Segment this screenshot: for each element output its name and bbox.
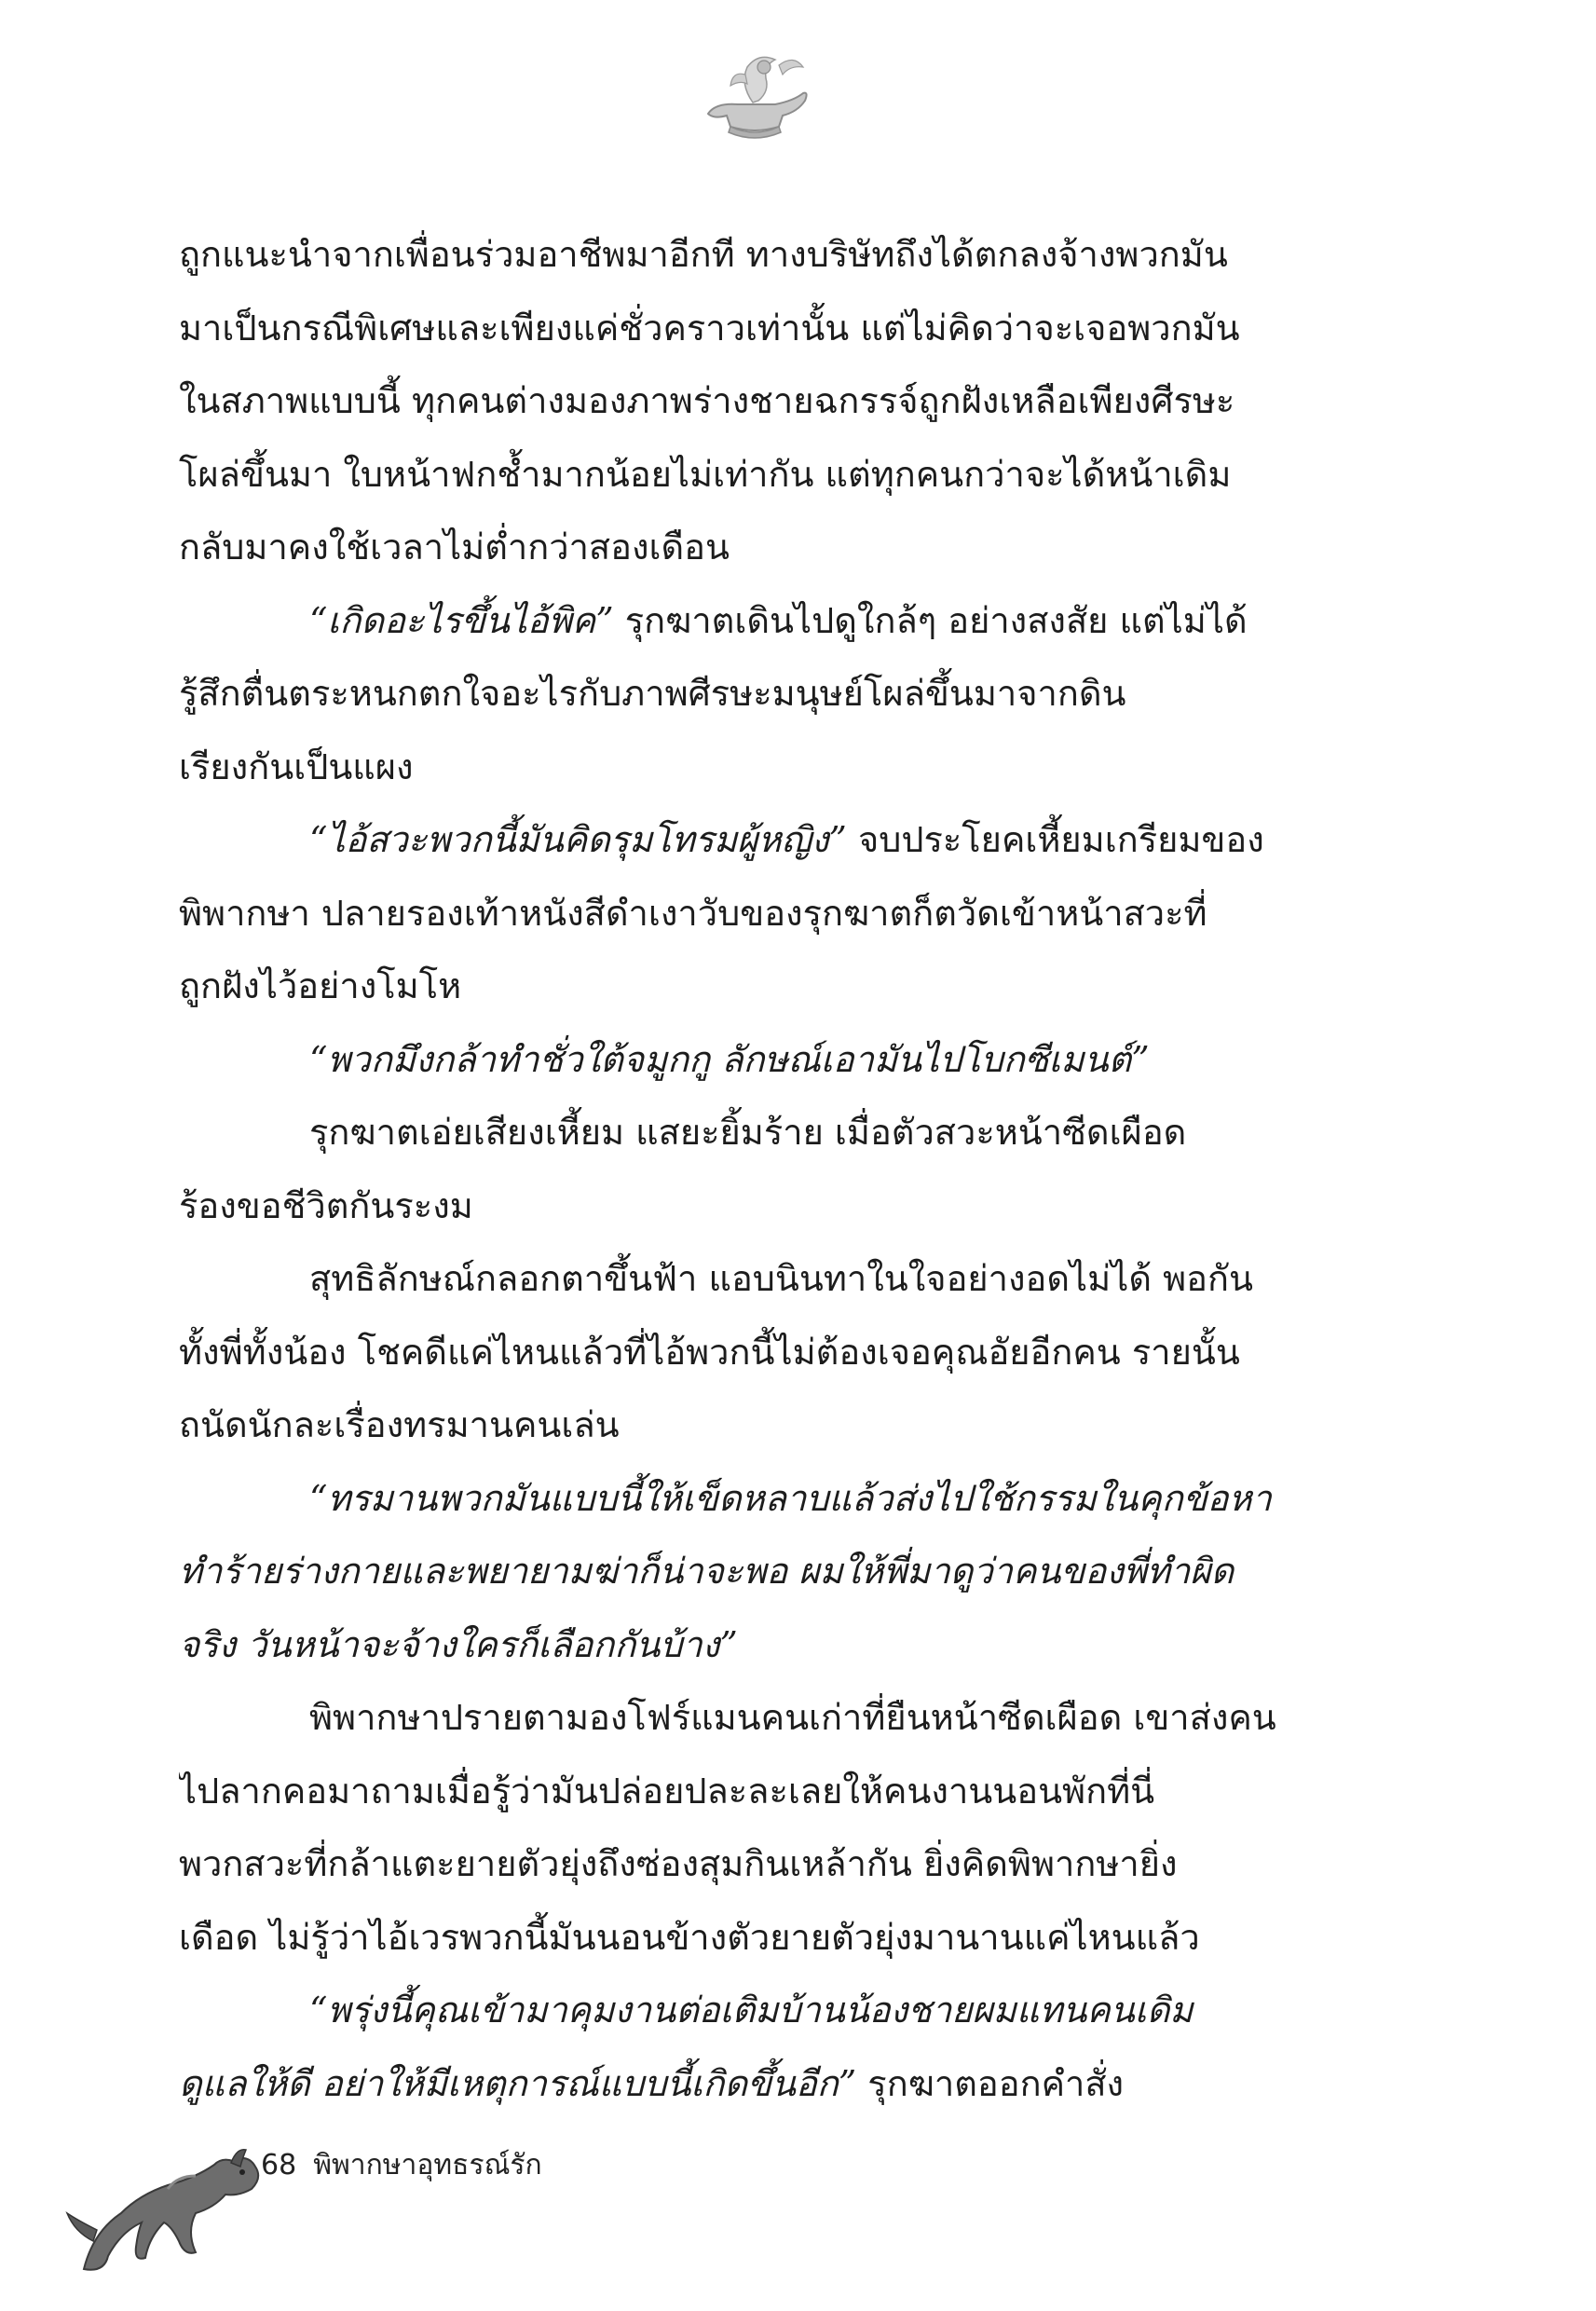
dialogue-quote: “พรุ่งนี้คุณเข้ามาคุมงานต่อเติมบ้านน้องชายผมแทนคนเดิม bbox=[309, 1990, 1194, 2031]
line-text: ไปลากคอมาถามเมื่อรู้ว่ามันปล่อยปละละเลยให้คนงานนอนพักที่นี่ bbox=[179, 1770, 1155, 1812]
text-line bbox=[179, 1023, 1327, 1097]
text-line bbox=[179, 1755, 1327, 1828]
text-line bbox=[179, 950, 1327, 1023]
text-line bbox=[179, 1974, 1327, 2047]
text-line bbox=[179, 1608, 1327, 1682]
dialogue-quote: “พวกมึงกล้าทำชั่วใต้จมูกกู ลักษณ์เอามันไปโบกซีเมนต์” bbox=[309, 1038, 1150, 1080]
dialogue-quote: ทำร้ายร่างกายและพยายามฆ่าก็น่าจะพอ ผมให้พี่มาดูว่าคนของพี่ทำผิด bbox=[179, 1551, 1235, 1592]
text-line bbox=[179, 1388, 1327, 1462]
line-text: ถูกแนะนำจากเพื่อนร่วมอาชีพมาอีกที ทางบริษัทถึงได้ตกลงจ้างพวกมัน bbox=[179, 234, 1228, 275]
text-line bbox=[179, 292, 1327, 365]
text-line bbox=[179, 1169, 1327, 1243]
line-text: ทั้งพี่ทั้งน้อง โชคดีแค่ไหนแล้วที่ไอ้พวกนี้ไม่ต้องเจอคุณอัยอีกคน รายนั้น bbox=[179, 1331, 1240, 1373]
text-line bbox=[179, 2047, 1327, 2121]
dialogue-quote: “ทรมานพวกมันแบบนี้ให้เข็ดหลาบแล้วส่งไปใช้กรรมในคุกข้อหา bbox=[309, 1477, 1272, 1519]
line-text: รุกฆาตเอ่ยเสียงเหี้ยม แสยะยิ้มร้าย เมื่อตัวสวะหน้าซีดเผือด bbox=[309, 1112, 1187, 1153]
line-text: โผล่ขึ้นมา ใบหน้าฟกช้ำมากน้อยไม่เท่ากัน แต่ทุกคนกว่าจะได้หน้าเดิม bbox=[179, 453, 1232, 495]
line-text: พิพากษา ปลายรองเท้าหนังสีดำเงาวับของรุกฆาตก็ตวัดเข้าหน้าสวะที่ bbox=[179, 892, 1207, 934]
text-line bbox=[179, 438, 1327, 512]
line-text: รู้สึกตื่นตระหนกตกใจอะไรกับภาพศีรษะมนุษย์โผล่ขึ้นมาจากดิน bbox=[179, 673, 1126, 714]
line-text: ถูกฝังไว้อย่างโมโห bbox=[179, 965, 462, 1006]
text-line bbox=[179, 657, 1327, 731]
text-line bbox=[179, 1901, 1327, 1975]
text-line bbox=[179, 1242, 1327, 1316]
line-text: มาเป็นกรณีพิเศษและเพียงแค่ชั่วคราวเท่านั้น แต่ไม่คิดว่าจะเจอพวกมัน bbox=[179, 307, 1240, 349]
text-line bbox=[179, 1535, 1327, 1608]
dialogue-quote: “ไอ้สวะพวกนี้มันคิดรุมโทรมผู้หญิง” bbox=[309, 819, 847, 860]
line-text: เรียงกันเป็นแผง bbox=[179, 745, 414, 787]
text-line bbox=[179, 584, 1327, 658]
line-text: พิพากษาปรายตามองโฟร์แมนคนเก่าที่ยืนหน้าซีดเผือด เขาส่งคน bbox=[309, 1697, 1276, 1738]
text-line bbox=[179, 731, 1327, 804]
text-line bbox=[179, 364, 1327, 438]
line-text: ในสภาพแบบนี้ ทุกคนต่างมองภาพร่างชายฉกรรจ์ถูกฝังเหลือเพียงศีรษะ bbox=[179, 380, 1235, 421]
line-text: เดือด ไม่รู้ว่าไอ้เวรพวกนี้มันนอนข้างตัวยายตัวยุ่งมานานแค่ไหนแล้ว bbox=[179, 1916, 1200, 1958]
text-line bbox=[179, 1681, 1327, 1755]
dialogue-quote: ดูแลให้ดี อย่าให้มีเหตุการณ์แบบนี้เกิดขึ้นอีก” bbox=[179, 2062, 857, 2104]
text-line bbox=[179, 1827, 1327, 1901]
body-text bbox=[179, 218, 1327, 2120]
line-text: ร้องขอชีวิตกันระงม bbox=[179, 1184, 473, 1226]
line-text: พวกสวะที่กล้าแตะยายตัวยุ่งถึงซ่องสุมกินเหล้ากัน ยิ่งคิดพิพากษายิ่ง bbox=[179, 1843, 1178, 1884]
dialogue-quote: จริง วันหน้าจะจ้างใครก็เลือกกันบ้าง” bbox=[179, 1623, 738, 1665]
text-line bbox=[179, 1462, 1327, 1536]
page-number: 68 bbox=[261, 2149, 297, 2181]
lamp-ornament-icon bbox=[689, 47, 820, 149]
book-title: พิพากษาอุทธรณ์รัก bbox=[313, 2149, 542, 2181]
line-text: สุทธิลักษณ์กลอกตาขึ้นฟ้า แอบนินทาในใจอย่างอดไม่ได้ พอกัน bbox=[309, 1258, 1253, 1299]
page-footer bbox=[261, 2143, 542, 2187]
text-line bbox=[179, 218, 1327, 292]
line-text: ถนัดนักละเรื่องทรมานคนเล่น bbox=[179, 1404, 620, 1445]
text-line bbox=[179, 1316, 1327, 1389]
line-text: รุกฆาตออกคำสั่ง bbox=[856, 2062, 1125, 2104]
text-line bbox=[179, 877, 1327, 950]
line-text: รุกฆาตเดินไปดูใกล้ๆ อย่างสงสัย แต่ไม่ได้ bbox=[613, 599, 1248, 641]
text-line bbox=[179, 511, 1327, 584]
text-line bbox=[179, 803, 1327, 877]
dialogue-quote: “เกิดอะไรขึ้นไอ้พิค” bbox=[309, 599, 614, 641]
dog-illustration-icon bbox=[56, 2092, 270, 2278]
line-text: กลับมาคงใช้เวลาไม่ต่ำกว่าสองเดือน bbox=[179, 526, 730, 567]
text-line bbox=[179, 1096, 1327, 1169]
line-text: จบประโยคเหี้ยมเกรียมของ bbox=[846, 819, 1264, 860]
